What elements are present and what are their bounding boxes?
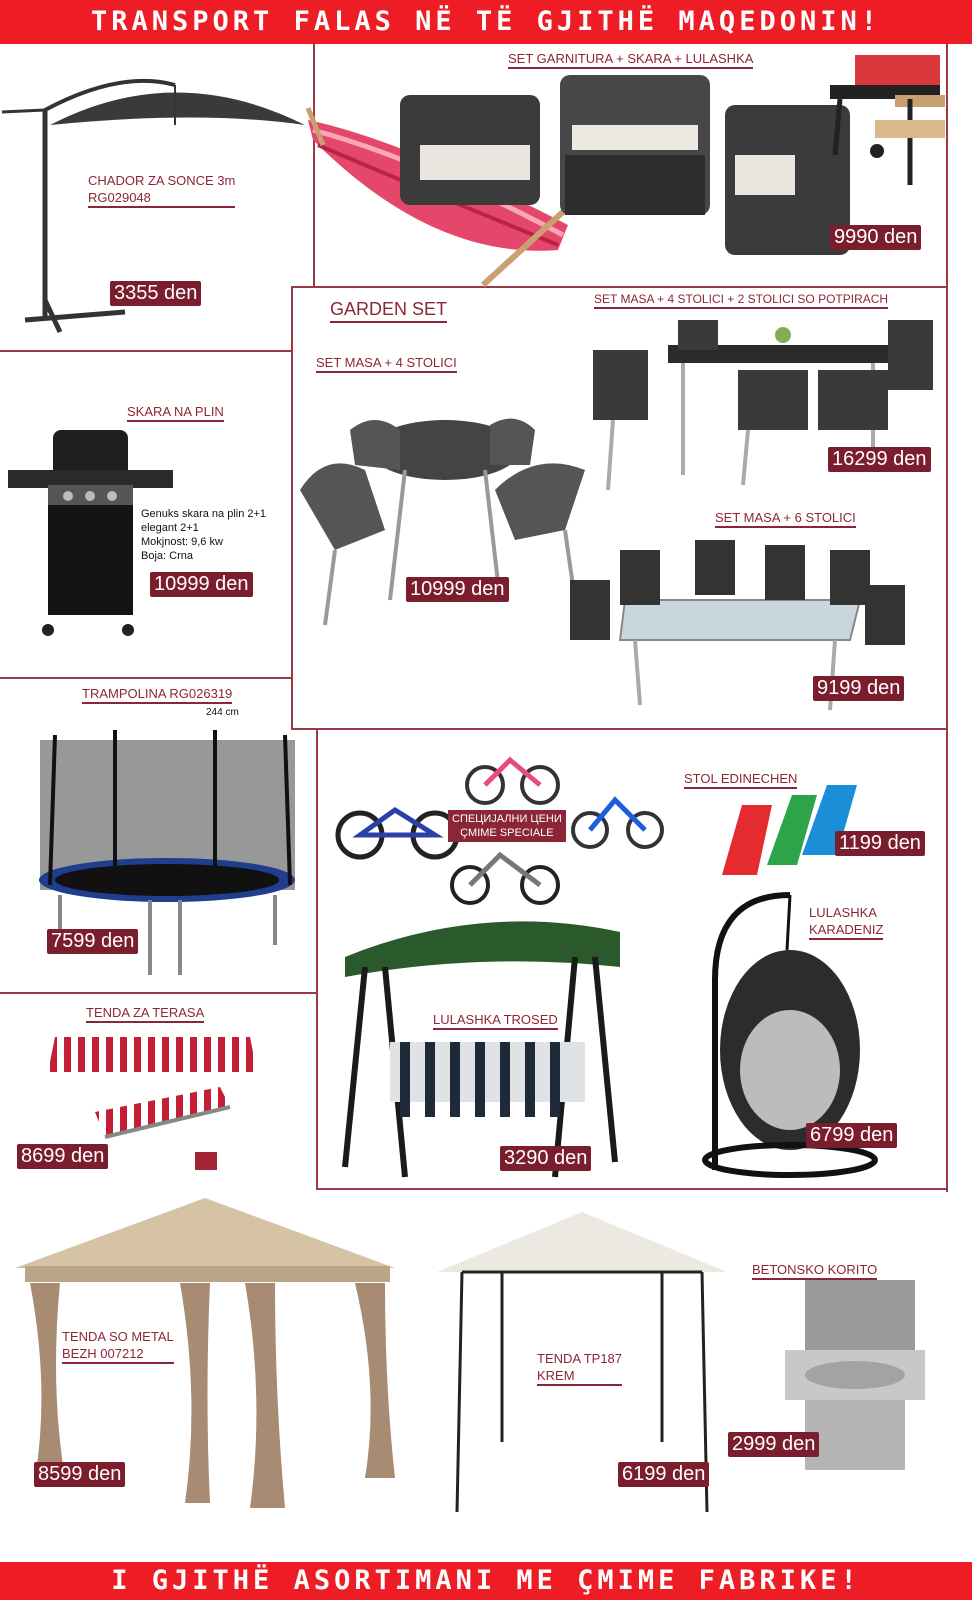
divider bbox=[0, 677, 291, 679]
awning-image bbox=[50, 1032, 260, 1142]
grill-price: 10999 den bbox=[150, 572, 253, 597]
divider bbox=[291, 728, 948, 730]
divider bbox=[316, 728, 318, 1190]
betonsko-price: 2999 den bbox=[728, 1432, 819, 1457]
rattan-sofa-image bbox=[400, 75, 880, 265]
gazebo-metal-price: 8599 den bbox=[34, 1462, 125, 1487]
stol-label: STOL EDINECHEN bbox=[684, 771, 797, 789]
grill-description: Genuks skara na plin 2+1 elegant 2+1 Mokjnost: 9,6 kw Boja: Crna bbox=[141, 508, 267, 562]
trampoline-size: 244 cm bbox=[206, 707, 239, 718]
divider bbox=[946, 44, 948, 1192]
trampoline-price: 7599 den bbox=[47, 929, 138, 954]
lulashka-karadeniz-label: LULASHKA KARADENIZ bbox=[809, 904, 883, 940]
barbecue-image bbox=[825, 55, 945, 190]
set-garnitura-price: 9990 den bbox=[830, 225, 921, 250]
set-garnitura-label: SET GARNITURA + SKARA + LULASHKA bbox=[508, 51, 753, 69]
bottom-banner: I GJITHË ASORTIMANI ME ÇMIME FABRIKE! bbox=[0, 1562, 972, 1600]
umbrella-label: CHADOR ZA SONCE 3m RG029048 bbox=[88, 172, 235, 208]
trampoline-label: TRAMPOLINA RG026319 bbox=[82, 686, 232, 704]
lulashka-karadeniz-price: 6799 den bbox=[806, 1123, 897, 1148]
divider bbox=[316, 1188, 948, 1190]
betonsko-label: BETONSKO KORITO bbox=[752, 1262, 877, 1280]
divider bbox=[291, 286, 293, 728]
set-6-price: 9199 den bbox=[813, 676, 904, 701]
gazebo-tp187-label: TENDA TP187 KREM bbox=[537, 1350, 622, 1386]
garden-swing-image bbox=[340, 912, 625, 1177]
stol-price: 1199 den bbox=[835, 831, 925, 856]
set-4-2-label: SET MASA + 4 STOLICI + 2 STOLICI SO POTPIRACH bbox=[594, 292, 888, 309]
umbrella-price: 3355 den bbox=[110, 281, 201, 306]
swing-label: LULASHKA TROSED bbox=[433, 1012, 558, 1030]
special-price-badge: СПЕЦИЈАЛНИ ЦЕНИ ÇMIME SPECIALE bbox=[448, 810, 566, 842]
set-4-label: SET MASA + 4 STOLICI bbox=[316, 355, 457, 373]
top-banner: TRANSPORT FALAS NË TË GJITHË MAQEDONIN! bbox=[0, 0, 972, 44]
color-swatch bbox=[195, 1152, 217, 1170]
gazebo-metal-label: TENDA SO METAL BEZH 007212 bbox=[62, 1328, 174, 1364]
set-6-label: SET MASA + 6 STOLICI bbox=[715, 510, 856, 528]
gazebo-tp187-price: 6199 den bbox=[618, 1462, 709, 1487]
set-4-2-price: 16299 den bbox=[828, 447, 931, 472]
grill-label: SKARA NA PLIN bbox=[127, 404, 224, 422]
divider bbox=[0, 350, 291, 352]
awning-label: TENDA ZA TERASA bbox=[86, 1005, 204, 1023]
awning-price: 8699 den bbox=[17, 1144, 108, 1169]
swing-price: 3290 den bbox=[500, 1146, 591, 1171]
garden-set-title: GARDEN SET bbox=[330, 299, 447, 323]
divider bbox=[0, 992, 316, 994]
set-4-price: 10999 den bbox=[406, 577, 509, 602]
